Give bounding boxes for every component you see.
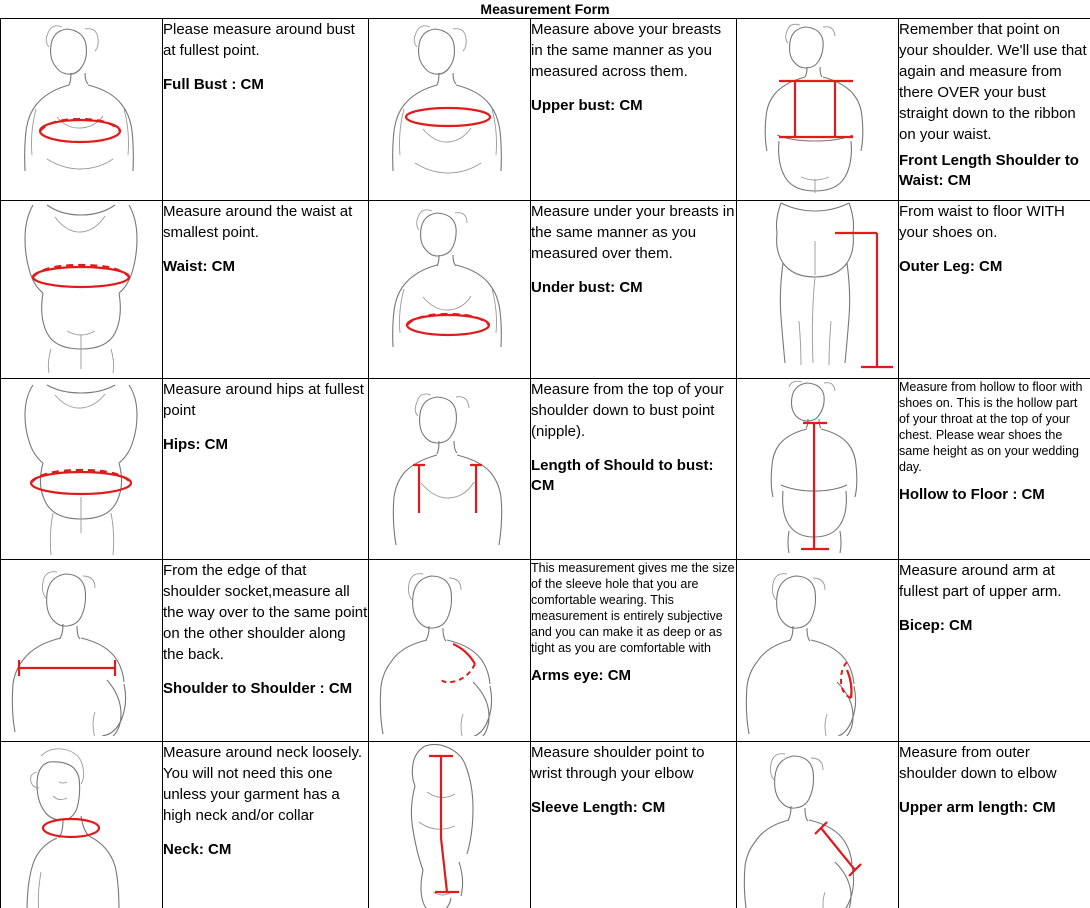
figure-cell	[369, 19, 531, 201]
measure-description: Measure around arm at fullest part of upper arm.	[899, 562, 1062, 600]
measure-label: Upper bust: CM	[531, 97, 643, 114]
measure-label: Under bust: CM	[531, 279, 643, 296]
measure-description: Please measure around bust at fullest point.	[163, 21, 355, 59]
text-cell	[899, 19, 1090, 201]
front-under-bust-figure	[375, 201, 525, 373]
measurement-table	[0, 18, 1090, 908]
measure-description: Measure above your breasts in the same manner as you measured across them.	[531, 21, 722, 80]
table-row	[1, 560, 1090, 742]
figure-cell	[737, 742, 899, 908]
measure-description: Measure under your breasts in the same manner as you measured over them.	[531, 203, 735, 262]
figure-cell	[1, 560, 163, 742]
text-cell	[163, 742, 369, 908]
neck-figure	[7, 742, 157, 908]
figure-cell	[1, 201, 163, 379]
measure-label: Outer Leg: CM	[899, 258, 1003, 275]
table-row	[1, 19, 1090, 201]
figure-cell	[737, 379, 899, 560]
figure-cell	[1, 742, 163, 908]
measure-description: Measure around the waist at smallest point.	[163, 203, 353, 241]
text-cell	[163, 19, 369, 201]
text-cell	[899, 201, 1090, 379]
measure-label: Shoulder to Shoulder : CM	[163, 680, 353, 697]
figure-cell	[369, 742, 531, 908]
table-row	[1, 742, 1090, 908]
figure-cell	[737, 201, 899, 379]
measure-description: From the edge of that shoulder socket,measure all the way over to the same point on the other shoulder along the back.	[163, 562, 368, 663]
measure-description: Measure around neck loosely. You will not need this one unless your garment has a high neck and/or collar	[163, 744, 362, 824]
measure-description: Measure from the top of your shoulder down to bust point (nipple).	[531, 381, 724, 440]
table-row	[1, 201, 1090, 379]
measure-label: Full Bust : CM	[163, 76, 264, 93]
text-cell	[899, 742, 1090, 908]
back-outer-leg-figure	[743, 201, 893, 373]
measure-label: Hollow to Floor : CM	[899, 486, 1045, 503]
measure-label: Bicep: CM	[899, 617, 973, 634]
front-upper-chest-figure	[375, 19, 525, 195]
figure-cell	[1, 379, 163, 560]
measure-description: Measure from outer shoulder down to elbow	[899, 744, 1057, 782]
front-torso-bust-figure	[7, 19, 157, 195]
measure-description: Measure from hollow to floor with shoes on. This is the hollow part of your throat at the top of your chest. Please wear shoes the same height as on your wedding day.	[899, 380, 1083, 474]
hollow-to-floor-figure	[743, 379, 893, 555]
measure-label: Neck: CM	[163, 841, 232, 858]
upper-arm-length-figure	[743, 742, 893, 908]
text-cell	[531, 560, 737, 742]
measure-label: Front Length Shoulder to Waist: CM	[899, 152, 1079, 189]
measure-description: Measure shoulder point to wrist through your elbow	[531, 744, 705, 782]
measure-label: Arms eye: CM	[531, 667, 632, 684]
figure-cell	[369, 560, 531, 742]
measure-description: Measure around hips at fullest point	[163, 381, 364, 419]
measure-label: Waist: CM	[163, 258, 235, 275]
measure-label: Upper arm length: CM	[899, 799, 1056, 816]
figure-cell	[737, 560, 899, 742]
text-cell	[163, 379, 369, 560]
shoulder-to-bust-figure	[375, 379, 525, 555]
text-cell	[899, 379, 1090, 560]
measure-label: Hips: CM	[163, 436, 228, 453]
front-waist-figure	[7, 201, 157, 373]
text-cell	[163, 560, 369, 742]
bicep-figure	[743, 560, 893, 736]
measure-label: Length of Should to bust: CM	[531, 457, 714, 494]
text-cell	[163, 201, 369, 379]
measure-label: Sleeve Length: CM	[531, 799, 666, 816]
measure-description: Remember that point on your shoulder. We'll use that again and measure from there OVER your bust straight down to the ribbon on your waist.	[899, 21, 1087, 143]
shoulder-to-shoulder-figure	[7, 560, 157, 736]
figure-cell	[369, 379, 531, 560]
arms-eye-figure	[375, 560, 525, 736]
figure-cell	[737, 19, 899, 201]
figure-cell	[369, 201, 531, 379]
front-hips-figure	[7, 379, 157, 555]
text-cell	[531, 19, 737, 201]
table-row	[1, 379, 1090, 560]
front-shoulder-to-waist-figure	[743, 19, 893, 195]
measure-description: This measurement gives me the size of the sleeve hole that you are comfortable wearing. This measurement is entirely subjective and you can make it as deep or as tight as you are comfortable with	[531, 561, 735, 655]
text-cell	[531, 742, 737, 908]
sleeve-length-figure	[375, 742, 525, 908]
measure-description: From waist to floor WITH your shoes on.	[899, 203, 1065, 241]
text-cell	[899, 560, 1090, 742]
text-cell	[531, 201, 737, 379]
page-title: Measurement Form	[480, 1, 610, 17]
figure-cell	[1, 19, 163, 201]
text-cell	[531, 379, 737, 560]
